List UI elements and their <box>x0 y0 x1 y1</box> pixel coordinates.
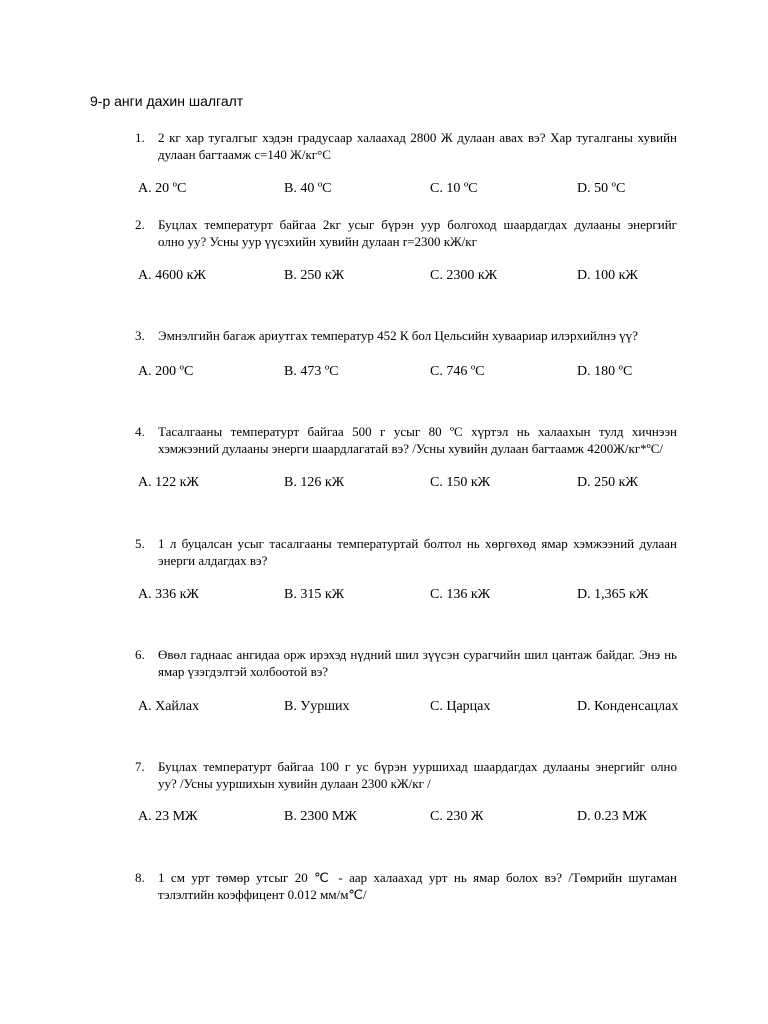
question-line: уу? /Усны ууршихын хувийн дулаан 2300 кЖ/кг / <box>158 776 431 791</box>
question-number: 2. <box>135 217 145 232</box>
question-text <box>158 535 677 569</box>
question-text <box>158 646 677 680</box>
option-a: A. 200 ºC <box>138 364 194 379</box>
option-d: D. 1,365 кЖ <box>577 587 649 602</box>
question-number: 6. <box>135 647 145 662</box>
option-b: B. 315 кЖ <box>284 587 345 602</box>
option-c: C. 150 кЖ <box>430 475 491 490</box>
question-line: Эмнэлгийн багаж ариутгах температур 452 К бол Цельсийн хуваариар илэрхийлнэ үү? <box>158 328 638 343</box>
option-b: B. Уурших <box>284 699 350 714</box>
question-number: 5. <box>135 536 145 551</box>
option-d: D. Конденсацлах <box>577 699 679 714</box>
question-number: 4. <box>135 424 145 439</box>
page-title: 9-р анги дахин шалгалт <box>90 93 244 109</box>
option-c: C. 10 ºC <box>430 181 478 196</box>
option-d: D. 180 ºC <box>577 364 633 379</box>
option-a: A. 4600 кЖ <box>138 268 206 283</box>
option-d: D. 100 кЖ <box>577 268 638 283</box>
question-text <box>158 758 677 792</box>
option-d: D. 250 кЖ <box>577 475 638 490</box>
question-number: 1. <box>135 130 145 145</box>
question-line: олно уу? Усны уур үүсэхийн хувийн дулаан r=2300 кЖ/кг <box>158 234 477 249</box>
question-line: Буцлах температурт байгаа 100 г ус бүрэн ууршихад шаардагдах дулааны энергийг олно <box>158 759 677 774</box>
question-text <box>158 423 677 457</box>
question-line: 1 л буцалсан усыг тасалгааны температуртай болтол нь хөргөхөд ямар хэмжээний дулаан <box>158 536 677 551</box>
question-text <box>158 869 677 903</box>
question-line: дулаан багтаамж c=140 Ж/кг°C <box>158 147 331 162</box>
option-a: A. 122 кЖ <box>138 475 199 490</box>
question-line: 1 см урт төмөр утсыг 20 ℃ - аар халаахад урт нь ямар болох вэ? /Төмрийн шугаман <box>158 870 677 885</box>
option-b: B. 250 кЖ <box>284 268 345 283</box>
option-c: C. 230 Ж <box>430 809 484 824</box>
option-a: A. 336 кЖ <box>138 587 199 602</box>
question-line: энерги алдагдах вэ? <box>158 553 268 568</box>
option-b: B. 473 ºC <box>284 364 339 379</box>
option-a: A. 23 МЖ <box>138 809 198 824</box>
option-b: B. 126 кЖ <box>284 475 345 490</box>
question-number: 3. <box>135 328 145 343</box>
option-c: C. 2300 кЖ <box>430 268 498 283</box>
question-text <box>158 129 677 163</box>
question-number: 7. <box>135 759 145 774</box>
option-d: D. 0.23 МЖ <box>577 809 648 824</box>
question-line: Өвөл гаднаас ангидаа орж ирэхэд нүдний шил зүүсэн сурагчийн шил цантаж байдаг. Энэ нь <box>158 647 677 662</box>
option-b: B. 40 ºC <box>284 181 332 196</box>
option-a: A. Хайлах <box>138 699 200 714</box>
question-number: 8. <box>135 870 145 885</box>
option-a: A. 20 ºC <box>138 181 187 196</box>
question-line: Тасалгааны температурт байгаа 500 г усыг 80 ºC хүртэл нь халаахын тулд хичнээн <box>158 424 677 439</box>
option-b: B. 2300 МЖ <box>284 809 357 824</box>
question-line: хэмжээний дулааны энерги шаардлагатай вэ? /Усны хувийн дулаан багтаамж 4200Ж/кг*ºC/ <box>158 441 663 456</box>
option-c: C. 136 кЖ <box>430 587 491 602</box>
question-line: тэлэлтийн коэффицент 0.012 мм/м℃/ <box>158 887 367 902</box>
option-c: C. 746 ºC <box>430 364 485 379</box>
question-line: 2 кг хар тугалгыг хэдэн градусаар халаахад 2800 Ж дулаан авах вэ? Хар тугалганы хувийн <box>158 130 677 145</box>
option-c: C. Царцах <box>430 699 491 714</box>
question-line: ямар үзэгдэлтэй холбоотой вэ? <box>158 664 329 679</box>
question-text <box>158 216 677 250</box>
option-d: D. 50 ºC <box>577 181 626 196</box>
question-text <box>158 327 677 344</box>
question-line: Буцлах температурт байгаа 2кг усыг бүрэн уур болгоход шаардагдах дулааны энергийг <box>158 217 677 232</box>
